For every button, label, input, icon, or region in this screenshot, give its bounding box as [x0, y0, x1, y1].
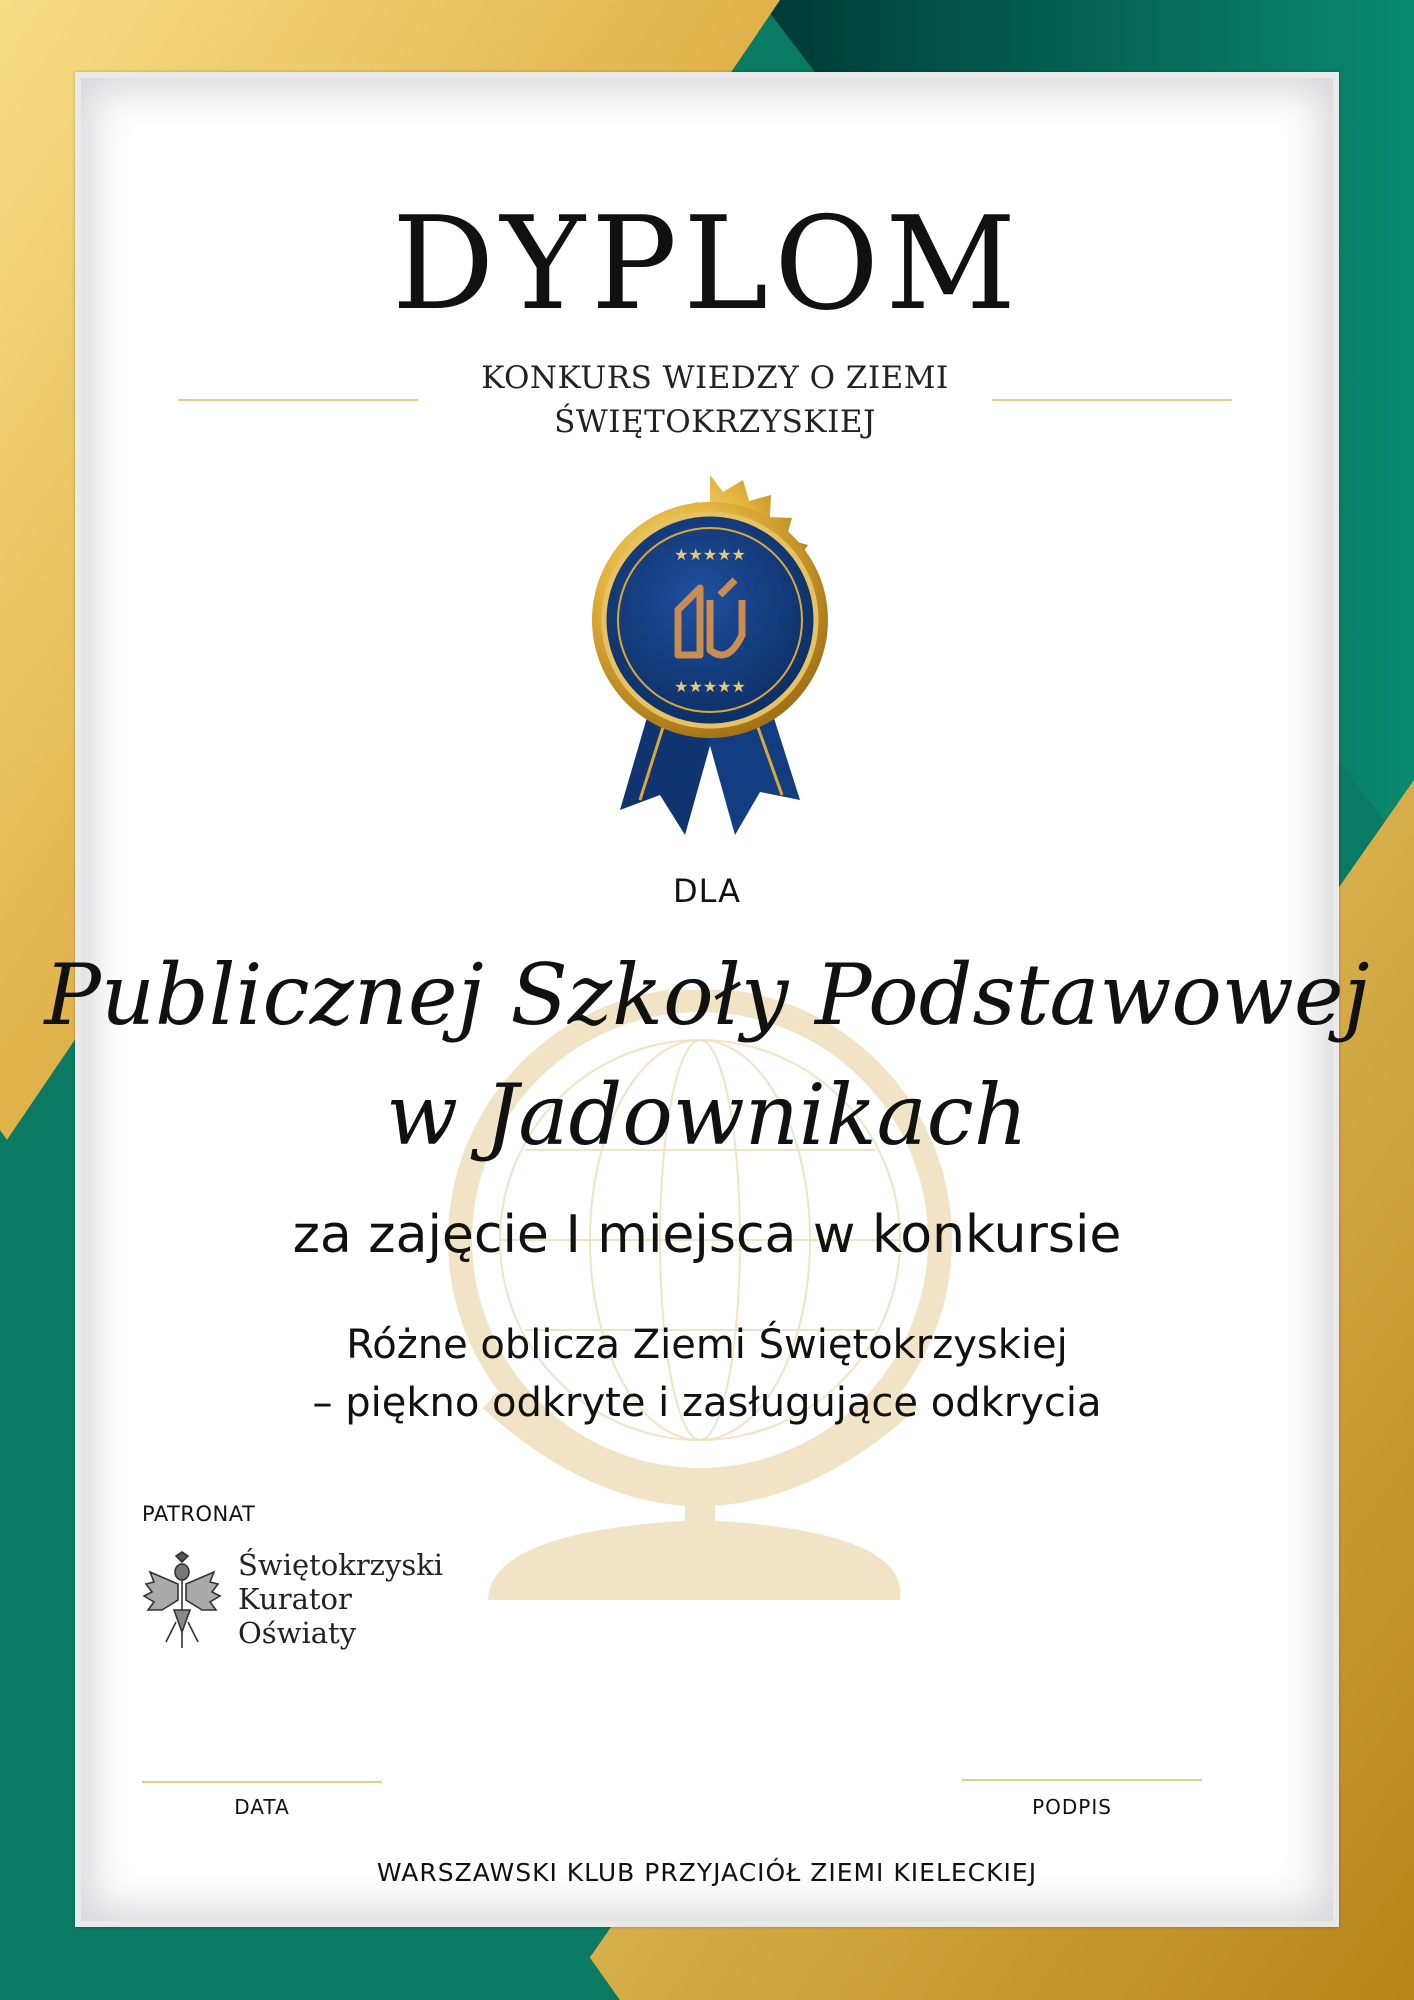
subtitle-line-2: ŚWIĘTOKRZYSKIEJ	[554, 404, 876, 440]
contest-subtitle	[430, 356, 1000, 444]
contest-line-1: Różne oblicza Ziemi Świętokrzyskiej	[346, 1322, 1068, 1368]
patron-line-2: Kurator	[238, 1582, 352, 1616]
subtitle-line-1: KONKURS WIEDZY O ZIEMI	[481, 360, 949, 396]
signature-label: PODPIS	[1032, 1795, 1112, 1819]
patronat-label: PATRONAT	[142, 1502, 256, 1526]
recipient-line-2: w Jadownikach	[386, 1066, 1028, 1164]
recipient-line-1: Publicznej Szkoły Podstawowej	[44, 946, 1370, 1044]
contest-name	[0, 1316, 1414, 1432]
dla-label: DLA	[672, 872, 742, 910]
svg-text:★★★★★: ★★★★★	[674, 545, 746, 564]
award-place: za zajęcie I miejsca w konkursie	[292, 1205, 1122, 1265]
svg-text:★★★★★: ★★★★★	[674, 677, 746, 696]
issuer-name: WARSZAWSKI KLUB PRZYJACIÓŁ ZIEMI KIELECKIEJ	[376, 1858, 1038, 1887]
diploma-title: DYPLOM	[391, 190, 1023, 339]
patron-line-3: Oświaty	[238, 1616, 357, 1650]
signature-rule	[962, 1779, 1202, 1781]
subtitle-rule-left	[178, 399, 418, 401]
date-label: DATA	[234, 1795, 290, 1819]
subtitle-rule-right	[992, 399, 1232, 401]
contest-line-2: – piękno odkryte i zasługujące odkrycia	[312, 1380, 1102, 1426]
polish-eagle-emblem-icon	[140, 1550, 224, 1654]
patron-name	[238, 1548, 443, 1650]
date-rule	[142, 1781, 382, 1783]
patron-line-1: Świętokrzyski	[238, 1548, 444, 1582]
rosette-medal-icon	[560, 470, 860, 844]
